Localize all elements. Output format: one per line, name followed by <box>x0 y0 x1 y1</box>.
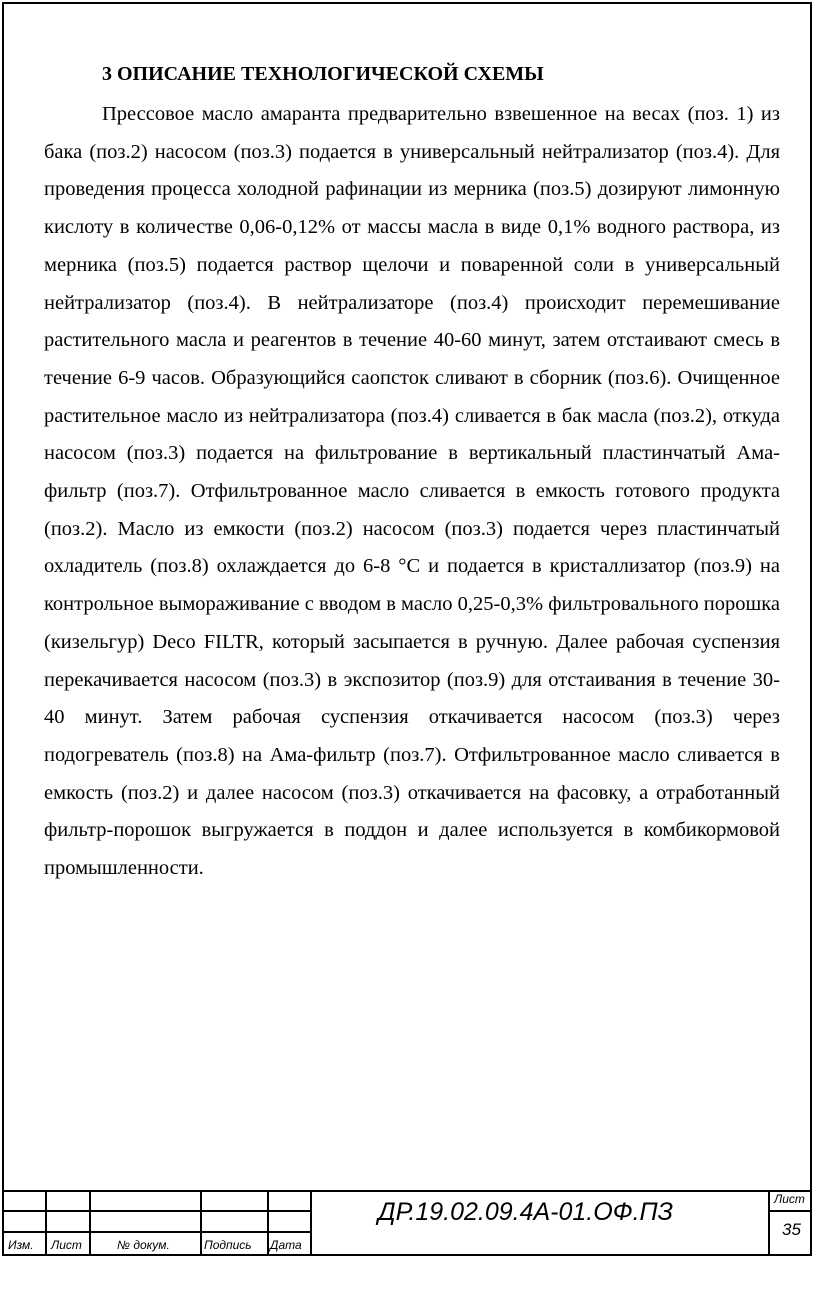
title-block-col-line-6 <box>768 1190 770 1256</box>
title-block-top-line <box>2 1190 812 1192</box>
label-date: Дата <box>270 1238 302 1252</box>
label-list: Лист <box>51 1238 82 1252</box>
sheet-number: 35 <box>782 1220 801 1239</box>
title-block-col-line-3 <box>200 1190 202 1256</box>
document-code: ДР.19.02.09.4А-01.ОФ.ПЗ <box>378 1198 673 1226</box>
label-signature: Подпись <box>204 1238 252 1252</box>
section-heading: 3 ОПИСАНИЕ ТЕХНОЛОГИЧЕСКОЙ СХЕМЫ <box>102 63 544 85</box>
title-block-row-line-1 <box>2 1210 310 1212</box>
body-paragraph: Прессовое масло амаранта предварительно взвешенное на весах (поз. 1) из бака (поз.2) насосом (поз.3) подается в универсальный нейтрализатор (поз.4). Для проведения процесса холодной рафинации из мерника (поз.5) дозируют лимонную кислоту в количестве 0,06-0,12% от массы масла в виде 0,1% водного раствора, из мерника (поз.5) подается раствор щелочи и поваренной соли в универсальный нейтрализатор (поз.4). В нейтрализаторе (поз.4) происходит перемешивание растительного масла и реагентов в течение 40-60 минут, затем отстаивают смесь в течение 6-9 часов. Образующийся саопсток сливают в сборник (поз.6). Очищенное растительное масло из нейтрализатора (поз.4) сливается в бак масла (поз.2), откуда насосом (поз.3) подается на фильтрование в вертикальный пластинчатый Ама-фильтр (поз.7). Отфильтрованное масло сливается в емкость готового продукта (поз.2). Масло из емкости (поз.2) насосом (поз.3) подается через пластинчатый охладитель (поз.8) охлаждается до 6-8 °С и подается в кристаллизатор (поз.9) на контрольное вымораживание с вводом в масло 0,25-0,3% фильтровального порошка (кизельгур) Deco FILTR, который засыпается в ручную. Далее рабочая суспензия перекачивается насосом (поз.3) в экспозитор (поз.9) для отстаивания в течение 30-40 минут. Затем рабочая суспензия откачивается насосом (поз.3) через подогреватель (поз.8) на Ама-фильтр (поз.7). Отфильтрованное масло сливается в емкость (поз.2) и далее насосом (поз.3) откачивается на фасовку, а отработанный фильтр-порошок выгружается в поддон и далее используется в комбикормовой промышленности. <box>44 103 780 880</box>
label-doc-number: № докум. <box>117 1238 170 1252</box>
title-block-col-line-5 <box>310 1190 312 1256</box>
sheet-label: Лист <box>774 1192 805 1206</box>
label-izm: Изм. <box>8 1238 34 1252</box>
title-block-row-line-2 <box>2 1231 310 1233</box>
title-block <box>2 1190 812 1256</box>
title-block-col-line-1 <box>45 1190 47 1256</box>
title-block-col-line-4 <box>267 1190 269 1256</box>
title-block-col-line-2 <box>89 1190 91 1256</box>
sheet-cell-line <box>768 1210 812 1212</box>
document-content <box>44 60 780 888</box>
